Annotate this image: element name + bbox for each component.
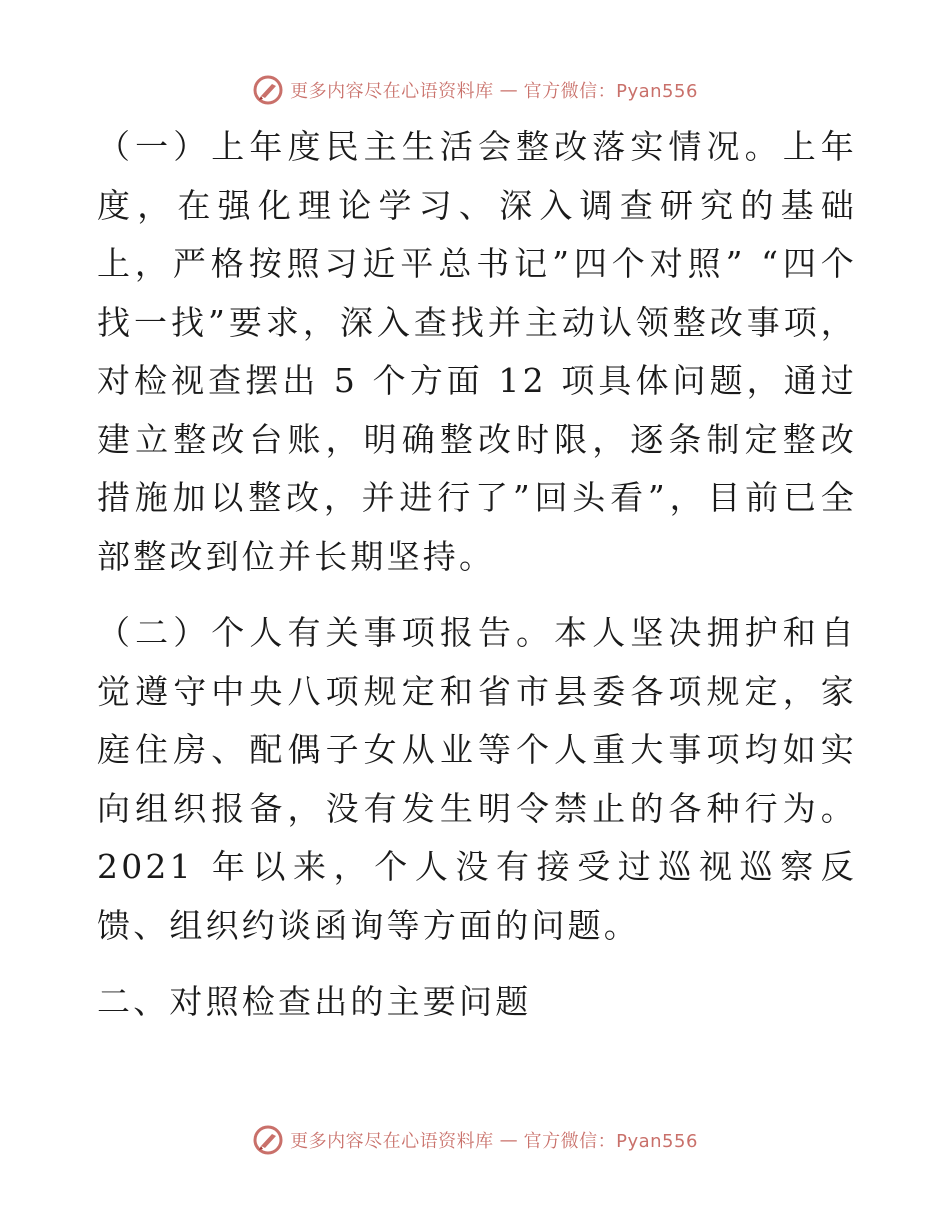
watermark-header: [0, 70, 950, 110]
pen-logo-icon: [252, 1124, 284, 1156]
watermark-wechat: 官方微信：Pyan556: [523, 81, 698, 102]
watermark-footer: [0, 1120, 950, 1160]
pen-logo-icon: [252, 74, 284, 106]
paragraph-personal-matters-report: （二）个人有关事项报告。本人坚决拥护和自觉遵守中央八项规定和省市县委各项规定，家庭住房、配偶子女从业等个人重大事项均如实向组织报备，没有发生明令禁止的各种行为。2021 年以来，个人没有接受过巡视巡察反馈、组织约谈函询等方面的问题。: [97, 613, 857, 945]
watermark-dash: —: [499, 1129, 518, 1151]
watermark-text: 更多内容尽在心语资料库: [290, 1131, 494, 1152]
paragraph-rectification-status: （一）上年度民主生活会整改落实情况。上年度，在强化理论学习、深入调查研究的基础上，严格按照习近平总书记”四个对照” “四个找一找”要求，深入查找并主动认领整改事项，对检视查摆出 5 个方面 12 项具体问题，通过建立整改台账，明确整改时限，逐条制定整改措施加以整改，并进行了”回头看”，目前已全部整改到位并长期坚持。: [97, 127, 857, 576]
document-body: [97, 118, 857, 1032]
section-heading: 二、对照检查出的主要问题: [97, 982, 532, 1021]
watermark-text: 更多内容尽在心语资料库: [290, 81, 494, 102]
watermark-wechat: 官方微信：Pyan556: [523, 1131, 698, 1152]
watermark-dash: —: [499, 79, 518, 101]
